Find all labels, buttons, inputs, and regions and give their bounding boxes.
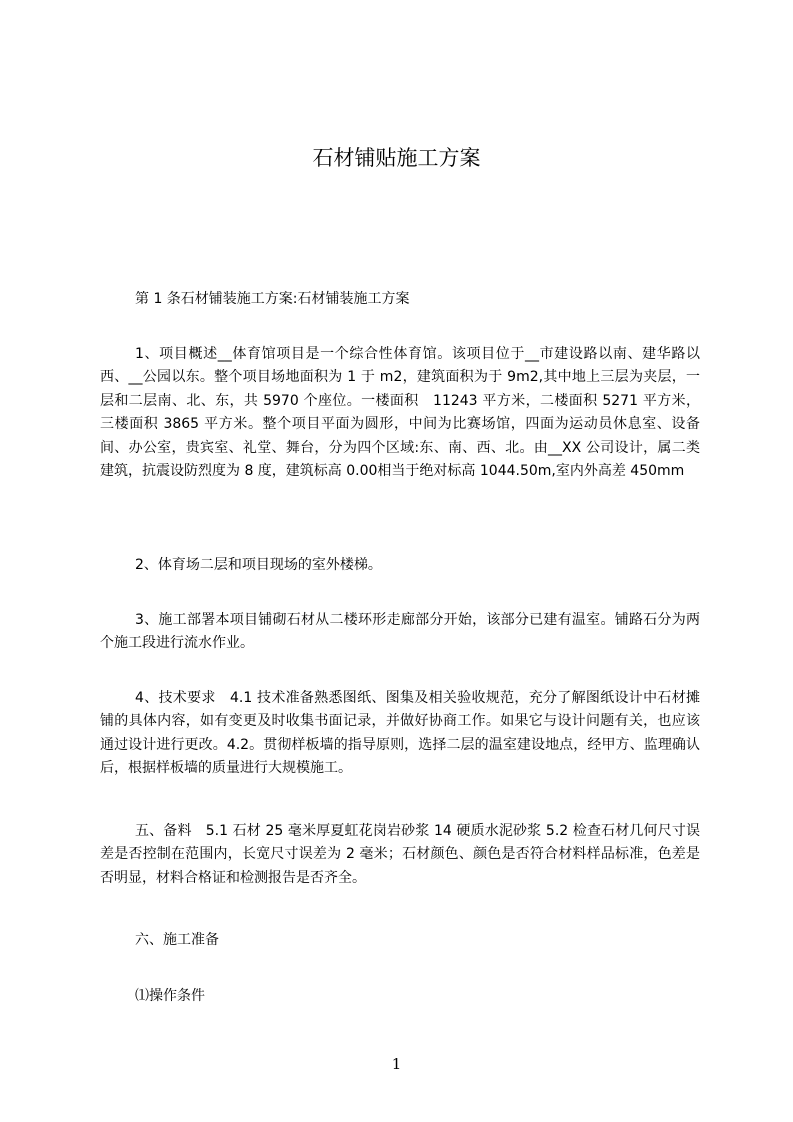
paragraph-deployment: 3、施工部署本项目铺砌石材从二楼环形走廊部分开始，该部分已建有温室。铺路石分为两个施工段进行流水作业。	[100, 612, 700, 652]
page-number: 1	[391, 1055, 402, 1073]
paragraph-materials: 五、备料 5.1 石材 25 毫米厚夏虹花岗岩砂浆 14 硬质水泥砂浆 5.2 检查石材几何尺寸误差是否控制在范围内，长宽尺寸误差为 2 毫米；石材颜色、颜色是否符合材料样品标准，色差是否明显，材料合格证和检测报告是否齐全。	[100, 823, 700, 886]
paragraph-clause-1: 第 1 条石材铺装施工方案:石材铺装施工方案	[135, 291, 410, 307]
paragraph-stairs: 2、体育场二层和项目现场的室外楼梯。	[135, 557, 382, 573]
paragraph-project-overview: 1、项目概述__体育馆项目是一个综合性体育馆。该项目位于__市建设路以南、建华路以西、__公园以东。整个项目场地面积为 1 于 m2，建筑面积为于 9m2,其中地上三层为夹层，一层和二层南、北、东，共 5970 个座位。一楼面积 11243 平方米，二楼面积 5271 平方米，三楼面积 3865 平方米。整个项目平面为圆形，中间为比赛场馆，四面为运动员休息室、设备间、办公室，贵宾室、礼堂、舞台，分为四个区域:东、南、西、北。由__XX 公司设计，属二类建筑，抗震设防烈度为 8 度，建筑标高 0.00相当于绝对标高 1044.50m,室内外高差 450mm	[100, 346, 700, 480]
paragraph-technical-requirements: 4、技术要求 4.1 技术准备熟悉图纸、图集及相关验收规范，充分了解图纸设计中石材摊铺的具体内容，如有变更及时收集书面记录，并做好协商工作。如果它与设计问题有关，也应该通过设计进行更改。4.2。贯彻样板墙的指导原则，选择二层的温室建设地点，经甲方、监理确认后，根据样板墙的质量进行大规模施工。	[100, 690, 700, 777]
paragraph-operating-conditions: ⑴操作条件	[135, 988, 205, 1004]
paragraph-preparation-heading: 六、施工准备	[135, 932, 219, 948]
document-title: 石材铺贴施工方案	[312, 146, 481, 170]
